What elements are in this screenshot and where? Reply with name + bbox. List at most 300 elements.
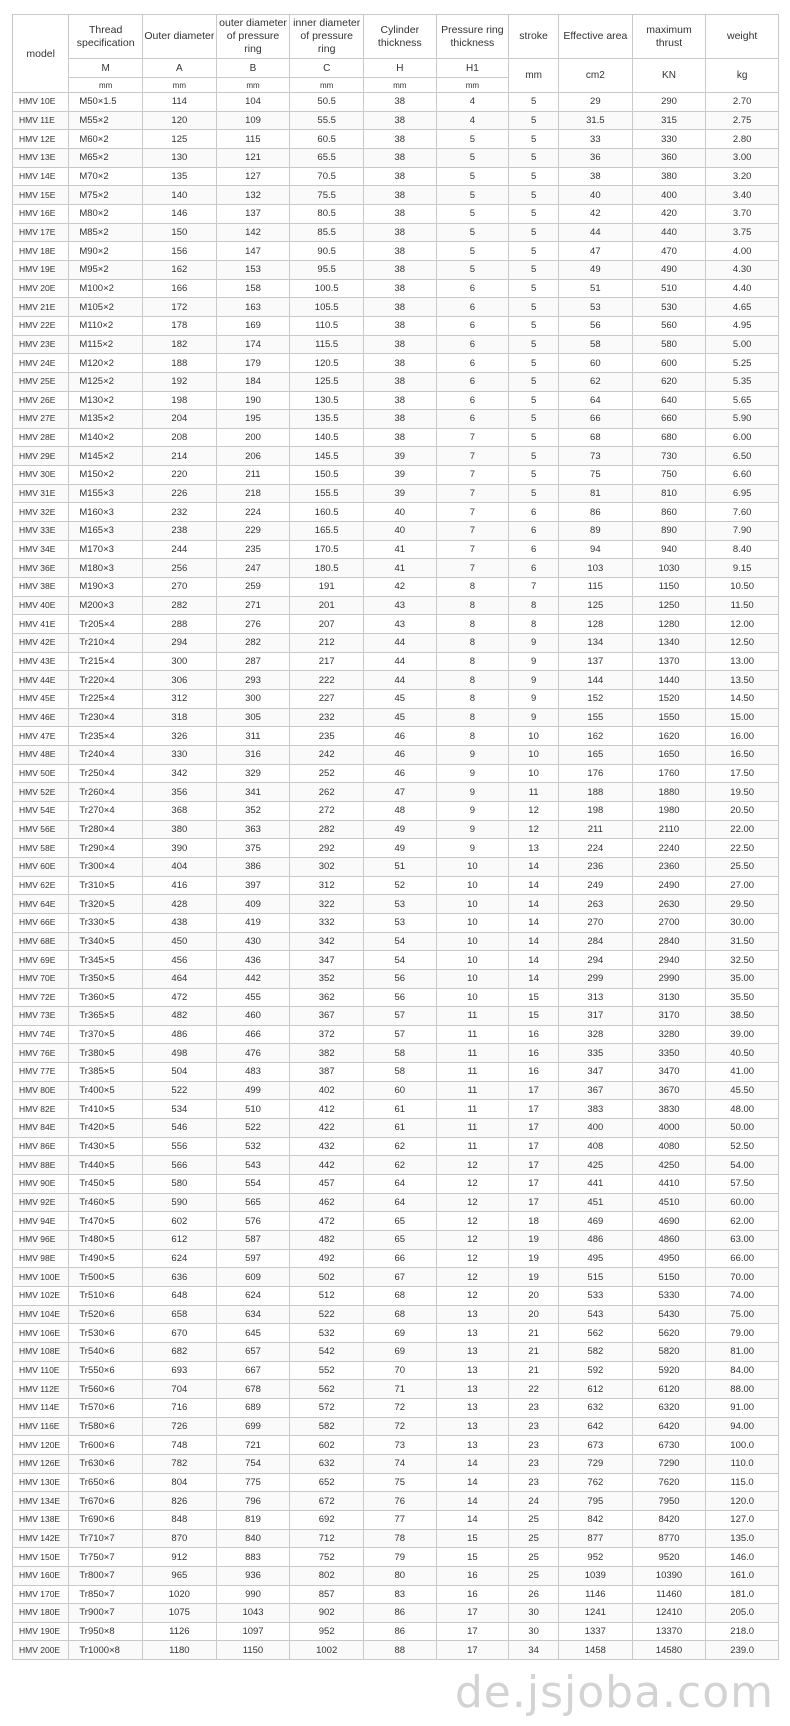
cell-cylinder-thickness: 86 — [364, 1604, 437, 1623]
cell-weight: 7.60 — [706, 503, 779, 522]
cell-ring-thickness: 15 — [436, 1529, 509, 1548]
cell-ring-outer-diameter: 678 — [216, 1380, 290, 1399]
cell-outer-diameter: 204 — [143, 410, 217, 429]
cell-thread-spec: Tr600×6 — [69, 1436, 143, 1455]
cell-stroke: 23 — [509, 1417, 559, 1436]
table-row — [13, 522, 779, 541]
cell-cylinder-thickness: 44 — [364, 634, 437, 653]
cell-outer-diameter: 238 — [143, 522, 217, 541]
cell-ring-inner-diameter: 382 — [290, 1044, 364, 1063]
cell-outer-diameter: 482 — [143, 1007, 217, 1026]
cell-model: HMV 38E — [13, 578, 69, 597]
cell-maximum-thrust: 3130 — [632, 988, 706, 1007]
cell-cylinder-thickness: 78 — [364, 1529, 437, 1548]
cell-cylinder-thickness: 65 — [364, 1212, 437, 1231]
cell-effective-area: 115 — [559, 578, 633, 597]
cell-cylinder-thickness: 56 — [364, 969, 437, 988]
cell-ring-inner-diameter: 857 — [290, 1585, 364, 1604]
cell-thread-spec: M125×2 — [69, 372, 143, 391]
cell-cylinder-thickness: 38 — [364, 260, 437, 279]
cell-cylinder-thickness: 49 — [364, 839, 437, 858]
cell-ring-inner-diameter: 582 — [290, 1417, 364, 1436]
cell-model: HMV 31E — [13, 484, 69, 503]
cell-ring-inner-diameter: 282 — [290, 820, 364, 839]
table-row — [13, 801, 779, 820]
cell-stroke: 21 — [509, 1342, 559, 1361]
table-row — [13, 596, 779, 615]
cell-thread-spec: Tr235×4 — [69, 727, 143, 746]
cell-cylinder-thickness: 65 — [364, 1231, 437, 1250]
cell-cylinder-thickness: 71 — [364, 1380, 437, 1399]
cell-weight: 8.40 — [706, 540, 779, 559]
table-row — [13, 1566, 779, 1585]
cell-ring-inner-diameter: 632 — [290, 1454, 364, 1473]
cell-weight: 5.90 — [706, 410, 779, 429]
table-row — [13, 1156, 779, 1175]
cell-effective-area: 408 — [559, 1137, 633, 1156]
cell-ring-thickness: 17 — [436, 1604, 509, 1623]
cell-weight: 22.50 — [706, 839, 779, 858]
cell-stroke: 17 — [509, 1119, 559, 1138]
cell-weight: 4.40 — [706, 279, 779, 298]
cell-ring-thickness: 11 — [436, 1119, 509, 1138]
cell-ring-inner-diameter: 367 — [290, 1007, 364, 1026]
cell-ring-outer-diameter: 645 — [216, 1324, 290, 1343]
cell-stroke: 14 — [509, 913, 559, 932]
cell-cylinder-thickness: 45 — [364, 708, 437, 727]
table-row — [13, 1287, 779, 1306]
cell-maximum-thrust: 315 — [632, 111, 706, 130]
cell-weight: 39.00 — [706, 1025, 779, 1044]
table-row — [13, 1231, 779, 1250]
cell-outer-diameter: 146 — [143, 204, 217, 223]
table-row — [13, 1641, 779, 1660]
table-row — [13, 1268, 779, 1287]
cell-maximum-thrust: 530 — [632, 298, 706, 317]
cell-model: HMV 17E — [13, 223, 69, 242]
cell-maximum-thrust: 5430 — [632, 1305, 706, 1324]
cell-weight: 6.50 — [706, 447, 779, 466]
cell-outer-diameter: 1020 — [143, 1585, 217, 1604]
cell-effective-area: 62 — [559, 372, 633, 391]
cell-thread-spec: M60×2 — [69, 130, 143, 149]
cell-maximum-thrust: 680 — [632, 428, 706, 447]
cell-weight: 52.50 — [706, 1137, 779, 1156]
cell-outer-diameter: 244 — [143, 540, 217, 559]
cell-ring-outer-diameter: 276 — [216, 615, 290, 634]
cell-ring-thickness: 8 — [436, 652, 509, 671]
cell-thread-spec: Tr215×4 — [69, 652, 143, 671]
cell-ring-inner-diameter: 207 — [290, 615, 364, 634]
cell-stroke: 15 — [509, 1007, 559, 1026]
cell-ring-outer-diameter: 466 — [216, 1025, 290, 1044]
cell-model: HMV 64E — [13, 895, 69, 914]
table-row — [13, 690, 779, 709]
cell-thread-spec: M70×2 — [69, 167, 143, 186]
cell-maximum-thrust: 1760 — [632, 764, 706, 783]
cell-model: HMV 26E — [13, 391, 69, 410]
cell-cylinder-thickness: 73 — [364, 1436, 437, 1455]
cell-thread-spec: M190×3 — [69, 578, 143, 597]
cell-ring-inner-diameter: 332 — [290, 913, 364, 932]
cell-maximum-thrust: 2990 — [632, 969, 706, 988]
cell-cylinder-thickness: 68 — [364, 1305, 437, 1324]
cell-weight: 16.00 — [706, 727, 779, 746]
cell-effective-area: 75 — [559, 466, 633, 485]
cell-ring-thickness: 12 — [436, 1193, 509, 1212]
cell-effective-area: 632 — [559, 1398, 633, 1417]
cell-model: HMV 36E — [13, 559, 69, 578]
cell-weight: 50.00 — [706, 1119, 779, 1138]
cell-model: HMV 47E — [13, 727, 69, 746]
table-row — [13, 1175, 779, 1194]
table-row — [13, 466, 779, 485]
cell-maximum-thrust: 11460 — [632, 1585, 706, 1604]
cell-weight: 3.00 — [706, 148, 779, 167]
cell-thread-spec: Tr225×4 — [69, 690, 143, 709]
cell-ring-thickness: 14 — [436, 1510, 509, 1529]
cell-effective-area: 137 — [559, 652, 633, 671]
cell-maximum-thrust: 400 — [632, 186, 706, 205]
cell-cylinder-thickness: 38 — [364, 130, 437, 149]
cell-ring-inner-diameter: 75.5 — [290, 186, 364, 205]
cell-stroke: 23 — [509, 1473, 559, 1492]
cell-weight: 94.00 — [706, 1417, 779, 1436]
cell-maximum-thrust: 7620 — [632, 1473, 706, 1492]
cell-weight: 5.35 — [706, 372, 779, 391]
cell-effective-area: 562 — [559, 1324, 633, 1343]
cell-ring-thickness: 6 — [436, 316, 509, 335]
cell-weight: 27.00 — [706, 876, 779, 895]
cell-weight: 30.00 — [706, 913, 779, 932]
cell-maximum-thrust: 4510 — [632, 1193, 706, 1212]
cell-effective-area: 68 — [559, 428, 633, 447]
cell-ring-inner-diameter: 442 — [290, 1156, 364, 1175]
cell-effective-area: 313 — [559, 988, 633, 1007]
cell-stroke: 18 — [509, 1212, 559, 1231]
cell-ring-thickness: 12 — [436, 1175, 509, 1194]
cell-ring-thickness: 9 — [436, 783, 509, 802]
cell-ring-outer-diameter: 455 — [216, 988, 290, 1007]
cell-stroke: 9 — [509, 634, 559, 653]
cell-cylinder-thickness: 62 — [364, 1137, 437, 1156]
cell-maximum-thrust: 580 — [632, 335, 706, 354]
cell-effective-area: 44 — [559, 223, 633, 242]
cell-maximum-thrust: 5330 — [632, 1287, 706, 1306]
header-effective-area: Effective area — [559, 15, 633, 59]
cell-weight: 32.50 — [706, 951, 779, 970]
cell-stroke: 5 — [509, 335, 559, 354]
cell-effective-area: 162 — [559, 727, 633, 746]
cell-maximum-thrust: 6120 — [632, 1380, 706, 1399]
cell-ring-inner-diameter: 70.5 — [290, 167, 364, 186]
table-row — [13, 1007, 779, 1026]
cell-model: HMV 150E — [13, 1548, 69, 1567]
table-row — [13, 223, 779, 242]
cell-maximum-thrust: 3280 — [632, 1025, 706, 1044]
cell-cylinder-thickness: 38 — [364, 148, 437, 167]
cell-effective-area: 64 — [559, 391, 633, 410]
cell-thread-spec: Tr240×4 — [69, 745, 143, 764]
cell-ring-inner-diameter: 457 — [290, 1175, 364, 1194]
cell-cylinder-thickness: 80 — [364, 1566, 437, 1585]
cell-ring-inner-diameter: 262 — [290, 783, 364, 802]
table-row — [13, 876, 779, 895]
cell-maximum-thrust: 6320 — [632, 1398, 706, 1417]
cell-model: HMV 100E — [13, 1268, 69, 1287]
cell-outer-diameter: 438 — [143, 913, 217, 932]
cell-ring-thickness: 8 — [436, 596, 509, 615]
table-row — [13, 1324, 779, 1343]
cell-outer-diameter: 590 — [143, 1193, 217, 1212]
cell-effective-area: 400 — [559, 1119, 633, 1138]
cell-ring-inner-diameter: 412 — [290, 1100, 364, 1119]
cell-effective-area: 1146 — [559, 1585, 633, 1604]
cell-ring-inner-diameter: 170.5 — [290, 540, 364, 559]
table-header — [13, 15, 779, 93]
cell-ring-outer-diameter: 543 — [216, 1156, 290, 1175]
cell-outer-diameter: 602 — [143, 1212, 217, 1231]
table-row — [13, 969, 779, 988]
cell-ring-outer-diameter: 163 — [216, 298, 290, 317]
cell-weight: 75.00 — [706, 1305, 779, 1324]
cell-ring-outer-diameter: 305 — [216, 708, 290, 727]
cell-effective-area: 543 — [559, 1305, 633, 1324]
cell-ring-thickness: 10 — [436, 913, 509, 932]
cell-ring-inner-diameter: 372 — [290, 1025, 364, 1044]
cell-cylinder-thickness: 38 — [364, 410, 437, 429]
cell-ring-inner-diameter: 602 — [290, 1436, 364, 1455]
unit-weight: kg — [706, 59, 779, 93]
cell-ring-thickness: 5 — [436, 148, 509, 167]
cell-ring-thickness: 11 — [436, 1007, 509, 1026]
cell-thread-spec: Tr900×7 — [69, 1604, 143, 1623]
cell-cylinder-thickness: 41 — [364, 540, 437, 559]
cell-thread-spec: M130×2 — [69, 391, 143, 410]
cell-weight: 20.50 — [706, 801, 779, 820]
cell-model: HMV 74E — [13, 1025, 69, 1044]
table-row — [13, 951, 779, 970]
cell-ring-outer-diameter: 179 — [216, 354, 290, 373]
cell-stroke: 5 — [509, 204, 559, 223]
cell-weight: 6.00 — [706, 428, 779, 447]
table-row — [13, 111, 779, 130]
cell-ring-inner-diameter: 252 — [290, 764, 364, 783]
cell-stroke: 14 — [509, 932, 559, 951]
cell-model: HMV 72E — [13, 988, 69, 1007]
cell-ring-inner-diameter: 432 — [290, 1137, 364, 1156]
cell-weight: 2.75 — [706, 111, 779, 130]
cell-ring-thickness: 17 — [436, 1641, 509, 1660]
cell-ring-inner-diameter: 120.5 — [290, 354, 364, 373]
table-row — [13, 578, 779, 597]
cell-maximum-thrust: 860 — [632, 503, 706, 522]
cell-ring-thickness: 13 — [436, 1436, 509, 1455]
cell-model: HMV 104E — [13, 1305, 69, 1324]
cell-ring-outer-diameter: 397 — [216, 876, 290, 895]
cell-ring-inner-diameter: 80.5 — [290, 204, 364, 223]
cell-outer-diameter: 636 — [143, 1268, 217, 1287]
cell-stroke: 5 — [509, 130, 559, 149]
cell-model: HMV 112E — [13, 1380, 69, 1399]
cell-ring-inner-diameter: 462 — [290, 1193, 364, 1212]
header-symbol-row — [13, 59, 779, 78]
cell-effective-area: 29 — [559, 93, 633, 112]
cell-ring-outer-diameter: 287 — [216, 652, 290, 671]
cell-ring-thickness: 6 — [436, 335, 509, 354]
cell-ring-thickness: 5 — [436, 186, 509, 205]
cell-weight: 35.50 — [706, 988, 779, 1007]
cell-effective-area: 165 — [559, 745, 633, 764]
cell-ring-outer-diameter: 796 — [216, 1492, 290, 1511]
cell-outer-diameter: 178 — [143, 316, 217, 335]
cell-stroke: 17 — [509, 1156, 559, 1175]
cell-outer-diameter: 140 — [143, 186, 217, 205]
cell-outer-diameter: 288 — [143, 615, 217, 634]
cell-ring-thickness: 10 — [436, 932, 509, 951]
cell-model: HMV 98E — [13, 1249, 69, 1268]
cell-weight: 57.50 — [706, 1175, 779, 1194]
cell-ring-thickness: 13 — [436, 1361, 509, 1380]
cell-effective-area: 58 — [559, 335, 633, 354]
cell-effective-area: 66 — [559, 410, 633, 429]
cell-ring-outer-diameter: 436 — [216, 951, 290, 970]
cell-weight: 3.75 — [706, 223, 779, 242]
cell-ring-inner-diameter: 902 — [290, 1604, 364, 1623]
cell-model: HMV 170E — [13, 1585, 69, 1604]
symbol-c: C — [290, 59, 364, 78]
cell-outer-diameter: 450 — [143, 932, 217, 951]
cell-stroke: 25 — [509, 1529, 559, 1548]
cell-thread-spec: Tr450×5 — [69, 1175, 143, 1194]
cell-maximum-thrust: 660 — [632, 410, 706, 429]
unit-h: mm — [364, 78, 437, 93]
table-row — [13, 1137, 779, 1156]
symbol-a: A — [143, 59, 217, 78]
cell-ring-outer-diameter: 990 — [216, 1585, 290, 1604]
cell-effective-area: 42 — [559, 204, 633, 223]
cell-stroke: 17 — [509, 1137, 559, 1156]
cell-model: HMV 50E — [13, 764, 69, 783]
table-row — [13, 1454, 779, 1473]
cell-ring-inner-diameter: 542 — [290, 1342, 364, 1361]
cell-thread-spec: Tr430×5 — [69, 1137, 143, 1156]
symbol-m: M — [69, 59, 143, 78]
cell-outer-diameter: 472 — [143, 988, 217, 1007]
cell-cylinder-thickness: 62 — [364, 1156, 437, 1175]
cell-ring-inner-diameter: 242 — [290, 745, 364, 764]
cell-stroke: 17 — [509, 1081, 559, 1100]
cell-ring-thickness: 15 — [436, 1548, 509, 1567]
cell-model: HMV 19E — [13, 260, 69, 279]
cell-model: HMV 96E — [13, 1231, 69, 1250]
cell-ring-thickness: 7 — [436, 503, 509, 522]
unit-b: mm — [216, 78, 290, 93]
cell-weight: 2.80 — [706, 130, 779, 149]
cell-effective-area: 582 — [559, 1342, 633, 1361]
cell-maximum-thrust: 4250 — [632, 1156, 706, 1175]
cell-cylinder-thickness: 56 — [364, 988, 437, 1007]
cell-stroke: 5 — [509, 186, 559, 205]
cell-maximum-thrust: 380 — [632, 167, 706, 186]
cell-ring-outer-diameter: 587 — [216, 1231, 290, 1250]
cell-weight: 62.00 — [706, 1212, 779, 1231]
cell-effective-area: 347 — [559, 1063, 633, 1082]
cell-cylinder-thickness: 38 — [364, 167, 437, 186]
cell-ring-thickness: 6 — [436, 410, 509, 429]
cell-effective-area: 103 — [559, 559, 633, 578]
cell-weight: 3.40 — [706, 186, 779, 205]
cell-ring-thickness: 6 — [436, 298, 509, 317]
cell-ring-thickness: 16 — [436, 1566, 509, 1585]
cell-thread-spec: M165×3 — [69, 522, 143, 541]
cell-outer-diameter: 566 — [143, 1156, 217, 1175]
cell-stroke: 5 — [509, 111, 559, 130]
cell-ring-thickness: 9 — [436, 801, 509, 820]
cell-maximum-thrust: 5150 — [632, 1268, 706, 1287]
cell-outer-diameter: 270 — [143, 578, 217, 597]
cell-ring-thickness: 7 — [436, 428, 509, 447]
cell-model: HMV 90E — [13, 1175, 69, 1194]
cell-outer-diameter: 232 — [143, 503, 217, 522]
cell-ring-outer-diameter: 419 — [216, 913, 290, 932]
header-thread-spec: Thread specification — [69, 15, 143, 59]
cell-cylinder-thickness: 38 — [364, 279, 437, 298]
cell-effective-area: 94 — [559, 540, 633, 559]
cell-cylinder-thickness: 43 — [364, 615, 437, 634]
cell-weight: 60.00 — [706, 1193, 779, 1212]
cell-weight: 25.50 — [706, 857, 779, 876]
cell-ring-outer-diameter: 936 — [216, 1566, 290, 1585]
cell-thread-spec: Tr300×4 — [69, 857, 143, 876]
cell-ring-thickness: 10 — [436, 876, 509, 895]
cell-ring-inner-diameter: 502 — [290, 1268, 364, 1287]
cell-cylinder-thickness: 75 — [364, 1473, 437, 1492]
table-row — [13, 1081, 779, 1100]
cell-ring-inner-diameter: 222 — [290, 671, 364, 690]
cell-weight: 5.25 — [706, 354, 779, 373]
cell-ring-thickness: 6 — [436, 391, 509, 410]
cell-ring-outer-diameter: 375 — [216, 839, 290, 858]
cell-model: HMV 43E — [13, 652, 69, 671]
cell-ring-thickness: 11 — [436, 1137, 509, 1156]
cell-stroke: 5 — [509, 484, 559, 503]
cell-maximum-thrust: 2360 — [632, 857, 706, 876]
cell-ring-thickness: 11 — [436, 1025, 509, 1044]
table-row — [13, 1529, 779, 1548]
cell-thread-spec: M200×3 — [69, 596, 143, 615]
cell-ring-thickness: 10 — [436, 969, 509, 988]
cell-ring-inner-diameter: 572 — [290, 1398, 364, 1417]
table-row — [13, 428, 779, 447]
cell-ring-inner-diameter: 342 — [290, 932, 364, 951]
cell-weight: 135.0 — [706, 1529, 779, 1548]
cell-outer-diameter: 965 — [143, 1566, 217, 1585]
cell-thread-spec: M145×2 — [69, 447, 143, 466]
cell-stroke: 10 — [509, 727, 559, 746]
cell-maximum-thrust: 490 — [632, 260, 706, 279]
cell-outer-diameter: 188 — [143, 354, 217, 373]
cell-stroke: 5 — [509, 410, 559, 429]
table-row — [13, 895, 779, 914]
cell-maximum-thrust: 730 — [632, 447, 706, 466]
cell-model: HMV 30E — [13, 466, 69, 485]
cell-stroke: 8 — [509, 596, 559, 615]
cell-ring-outer-diameter: 218 — [216, 484, 290, 503]
cell-outer-diameter: 356 — [143, 783, 217, 802]
table-row — [13, 1212, 779, 1231]
cell-effective-area: 152 — [559, 690, 633, 709]
